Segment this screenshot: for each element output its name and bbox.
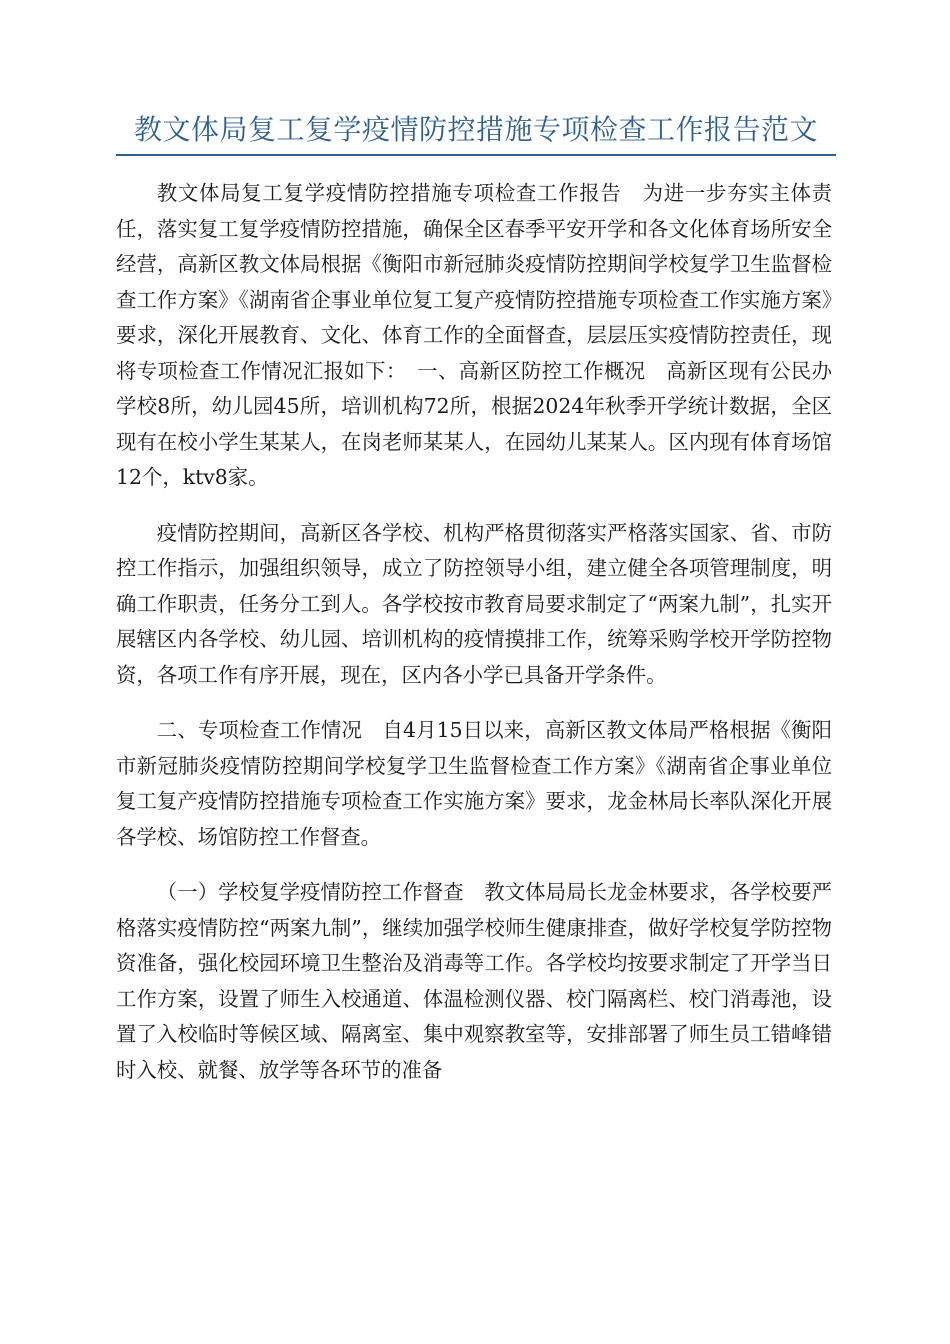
paragraph-2: 疫情防控期间，高新区各学校、机构严格贯彻落实严格落实国家、省、市防控工作指示，加强组织领导，成立了防控领导小组，建立健全各项管理制度，明确工作职责，任务分工到人。各学校按市教育局要求制定了“两案九制”，扎实开展辖区内各学校、幼儿园、培训机构的疫情摸排工作，统筹采购学校开学防控物资，各项工作有序开展，现在，区内各小学已具备开学条件。 <box>116 520 832 687</box>
paragraph-4: （一）学校复学疫情防控工作督查 教文体局局长龙金林要求，各学校要严格落实疫情防控“两案九制”，继续加强学校师生健康排查，做好学校复学防控物资准备，强化校园环境卫生整治及消毒等工作。各学校均按要求制定了开学当日工作方案，设置了师生入校通道、体温检测仪器、校门隔离栏、校门消毒池，设置了入校临时等候区域、隔离室、集中观察教室等，安排部署了师生员工错峰错时入校、就餐、放学等各环节的准备 <box>116 880 832 1082</box>
title-block <box>116 112 836 156</box>
paragraph-3: 二、专项检查工作情况 自4月15日以来，高新区教文体局严格根据《衡阳市新冠肺炎疫情防控期间学校复学卫生监督检查工作方案》《湖南省企事业单位复工复产疫情防控措施专项检查工作实施方案》要求，龙金林局长率队深化开展各学校、场馆防控工作督查。 <box>116 718 832 849</box>
document-body <box>116 176 832 1108</box>
document-title: 教文体局复工复学疫情防控措施专项检查工作报告范文 <box>133 113 818 146</box>
paragraph-1: 教文体局复工复学疫情防控措施专项检查工作报告 为进一步夯实主体责任，落实复工复学疫情防控措施，确保全区春季平安开学和各文化体育场所安全经营，高新区教文体局根据《衡阳市新冠肺炎疫情防控期间学校复学卫生监督检查工作方案》《湖南省企事业单位复工复产疫情防控措施专项检查工作实施方案》要求，深化开展教育、文化、体育工作的全面督查，层层压实疫情防控责任，现将专项检查工作情况汇报如下： 一、高新区防控工作概况 高新区现有公民办学校8所，幼儿园45所，培训机构72所，根据2024年秋季开学统计数据，全区现有在校小学生某某人，在岗老师某某人，在园幼儿某某人。区内现有体育场馆12个，ktv8家。 <box>116 181 832 489</box>
